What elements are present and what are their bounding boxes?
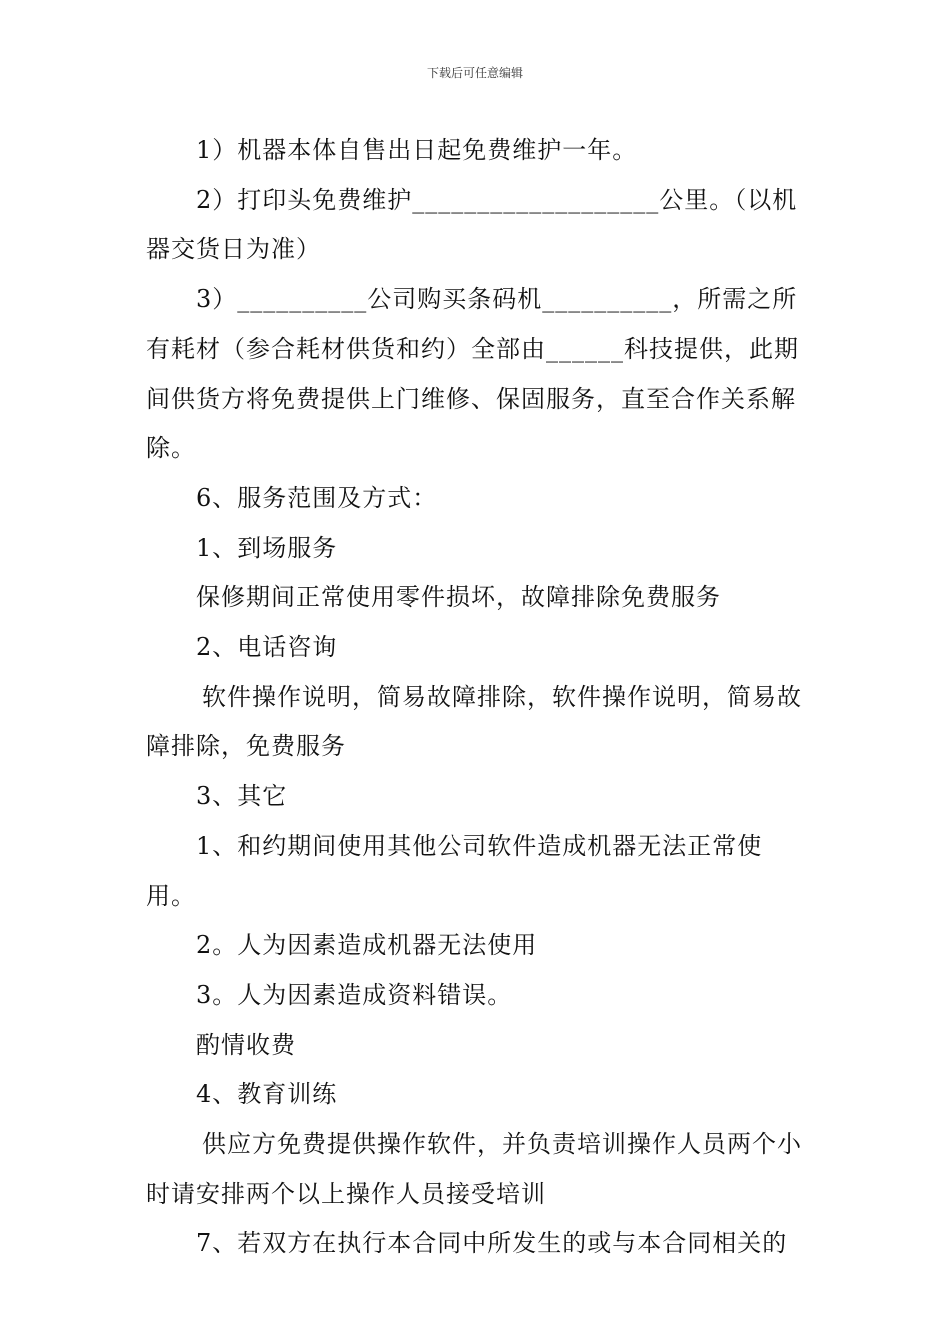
paragraph-phone-detail: 软件操作说明，简易故障排除，软件操作说明，简易故障排除，免费服务	[146, 682, 802, 761]
paragraph-2: 2）打印头免费维护___________________公里。（以机器交货日为准）	[146, 185, 798, 264]
list-item-onsite-service: 1、到场服务	[196, 533, 338, 562]
page-header: 下载后可任意编辑	[426, 66, 523, 80]
paragraph-onsite-detail: 保修期间正常使用零件损坏，故障排除免费服务	[196, 583, 721, 612]
list-item-training: 4、教育训练	[196, 1080, 338, 1109]
list-item-other: 3、其它	[196, 782, 288, 811]
list-item-other-1: 1、和约期间使用其他公司软件造成机器无法正常使用。	[146, 831, 763, 910]
paragraph-1: 1）机器本体自售出日起免费维护一年。	[196, 136, 638, 164]
paragraph-3: 3）__________公司购买条码机__________，所需之所有耗材（参合耗材供货和约）全部由______科技提供，此期间供货方将免费提供上门维修、保固服务，直至合作关系解除。	[146, 285, 799, 463]
list-item-phone-consult: 2、电话咨询	[196, 633, 338, 662]
list-item-other-2: 2。人为因素造成机器无法使用	[196, 931, 538, 960]
section-heading-6: 6、服务范围及方式：	[196, 483, 438, 512]
paragraph-training-detail: 供应方免费提供操作软件，并负责培训操作人员两个小时请安排两个以上操作人员接受培训	[146, 1130, 802, 1208]
document-body	[146, 126, 808, 1269]
list-item-other-3: 3。人为因素造成资料错误。	[196, 980, 513, 1009]
paragraph-fee-note: 酌情收费	[196, 1030, 296, 1059]
section-heading-7: 7、若双方在执行本合同中所发生的或与本合同相关的	[196, 1229, 788, 1258]
